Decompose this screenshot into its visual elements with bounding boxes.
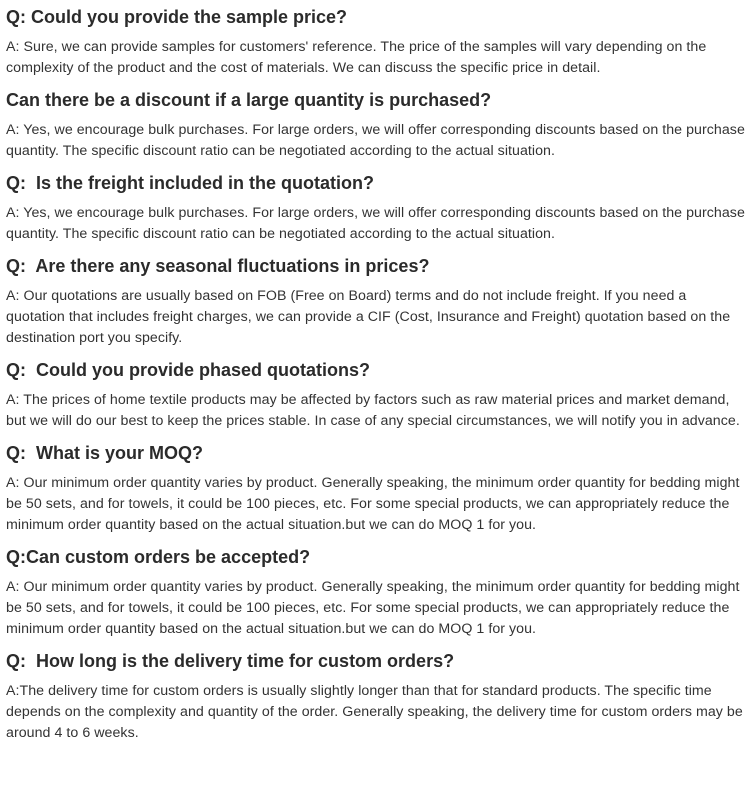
faq-answer: A:The delivery time for custom orders is usually slightly longer than that for standard products. The specific time depends on the complexity and quantity of the order. Generally speaking, the delivery time for custom orders may be around 4 to 6 weeks. [6, 683, 743, 741]
faq-answer: A: The prices of home textile products may be affected by factors such as raw material prices and market demand, but we will do our best to keep the prices stable. In case of any special circumstances, we will notify you in advance. [6, 392, 740, 429]
faq-item-custom-orders [6, 545, 745, 640]
faq-question: Q: What is your MOQ? [6, 443, 203, 463]
faq-answer: A: Our quotations are usually based on FOB (Free on Board) terms and do not include freight. If you need a quotation that includes freight charges, we can provide a CIF (Cost, Insurance and Freight) quotation based on the destination port you specify. [6, 288, 731, 346]
faq-item-bulk-discount [6, 88, 745, 162]
faq-question: Can there be a discount if a large quantity is purchased? [6, 90, 492, 110]
faq-answer: A: Our minimum order quantity varies by product. Generally speaking, the minimum order quantity for bedding might be 50 sets, and for towels, it could be 100 pieces, etc. For some special products, we can appropriately reduce the minimum order quantity based on the actual situation.but we can do MOQ 1 for you. [6, 475, 740, 533]
faq-item-moq [6, 441, 745, 536]
faq-item-sample-price [6, 5, 745, 79]
faq-answer: A: Yes, we encourage bulk purchases. For large orders, we will offer corresponding discounts based on the purchase quantity. The specific discount ratio can be negotiated according to the actual situation. [6, 122, 745, 159]
faq-question: Q: Are there any seasonal fluctuations in prices? [6, 256, 430, 276]
faq-answer: A: Our minimum order quantity varies by product. Generally speaking, the minimum order quantity for bedding might be 50 sets, and for towels, it could be 100 pieces, etc. For some special products, we can appropriately reduce the minimum order quantity based on the actual situation.but we can do MOQ 1 for you. [6, 579, 740, 637]
faq-answer: A: Yes, we encourage bulk purchases. For large orders, we will offer corresponding discounts based on the purchase quantity. The specific discount ratio can be negotiated according to the actual situation. [6, 205, 745, 242]
faq-question: Q: Could you provide the sample price? [6, 7, 348, 27]
faq-item-seasonal-prices [6, 254, 745, 349]
faq-question: Q: Is the freight included in the quotation? [6, 173, 374, 193]
faq-question: Q: Could you provide phased quotations? [6, 360, 370, 380]
faq-question: Q: How long is the delivery time for custom orders? [6, 651, 455, 671]
faq-question: Q:Can custom orders be accepted? [6, 547, 311, 567]
faq-item-freight [6, 171, 745, 245]
faq-item-phased-quotations [6, 358, 745, 432]
faq-item-delivery-time [6, 649, 745, 744]
faq-answer: A: Sure, we can provide samples for customers' reference. The price of the samples will vary depending on the complexity of the product and the cost of materials. We can discuss the specific price in detail. [6, 39, 707, 76]
